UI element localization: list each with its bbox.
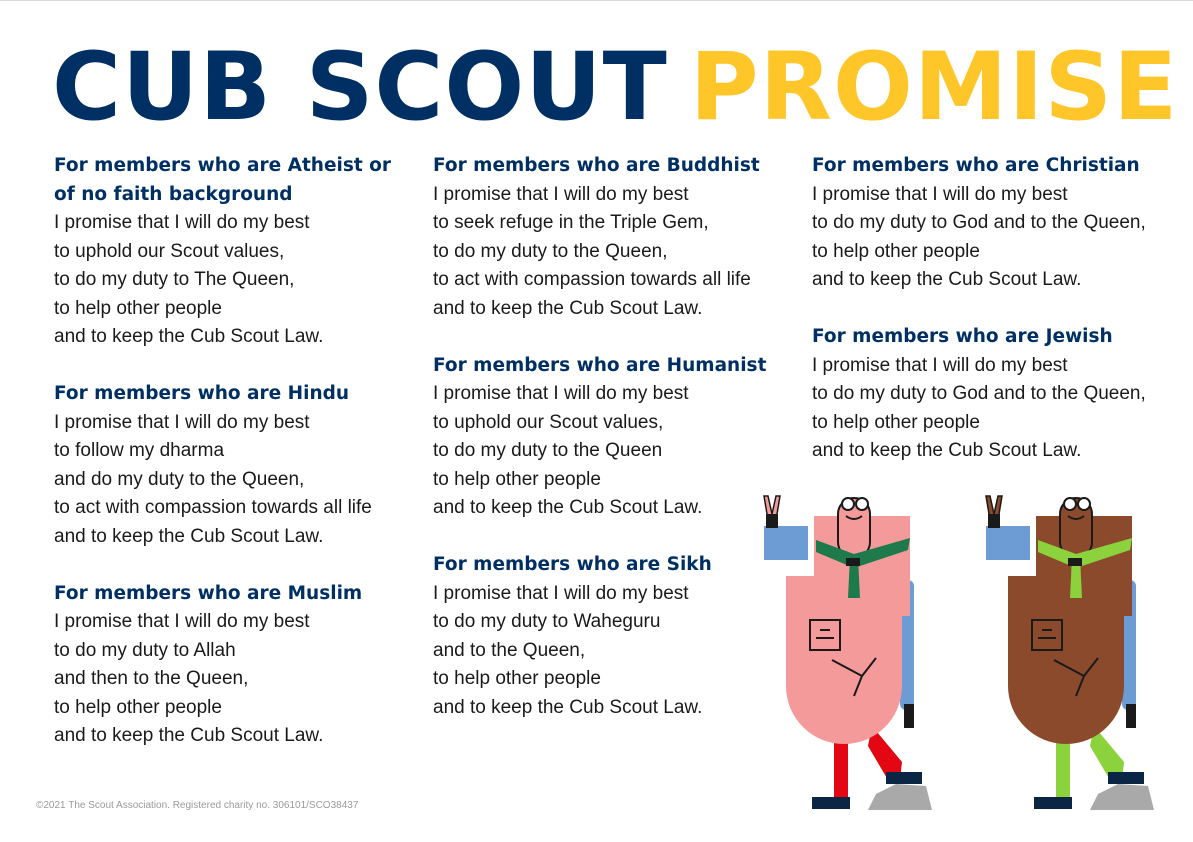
promise-line: to help other people	[54, 297, 222, 319]
promise-section	[812, 152, 1182, 295]
promise-line: I promise that I will do my best	[433, 183, 689, 205]
promise-line: to do my duty to God and to the Queen,	[812, 212, 1146, 233]
copyright-text: ©2021 The Scout Association. Registered charity no. 306101/SCO38437	[36, 800, 359, 811]
promise-line: to uphold our Scout values,	[433, 411, 664, 433]
promise-line: I promise that I will do my best	[433, 582, 689, 604]
title-part-1: CUB SCOUT	[52, 33, 668, 142]
promise-line: I promise that I will do my best	[433, 383, 689, 404]
promise-section	[433, 152, 803, 323]
promise-line: to do my duty to Allah	[54, 639, 236, 661]
section-heading: For members who are Christian	[812, 155, 1140, 176]
section-heading: For members who are Sikh	[433, 554, 712, 575]
page-title	[52, 33, 1179, 142]
promise-line: to uphold our Scout values,	[54, 240, 285, 262]
promise-line: to do my duty to the Queen,	[433, 240, 668, 262]
column-2	[433, 152, 803, 751]
column-1	[54, 152, 424, 779]
promise-section	[433, 551, 803, 722]
promise-line: to do my duty to God and to the Queen,	[812, 383, 1146, 404]
cub-scout-brown-figure	[986, 496, 1154, 810]
title-part-2: PROMISE	[689, 33, 1179, 142]
promise-section	[54, 580, 424, 751]
promise-section	[433, 352, 803, 523]
promise-line: and to keep the Cub Scout Law.	[54, 525, 324, 547]
section-heading: For members who are Humanist	[433, 354, 767, 376]
top-border	[0, 0, 1193, 1]
section-heading: For members who are Buddhist	[433, 155, 760, 176]
promise-line: and to keep the Cub Scout Law.	[54, 725, 324, 746]
cub-scouts-illustration	[750, 480, 1170, 820]
cub-scout-pink-figure	[764, 496, 932, 810]
column-3	[812, 152, 1182, 494]
promise-line: I promise that I will do my best	[54, 212, 310, 233]
promise-line: to do my duty to the Queen	[433, 440, 663, 461]
promise-line: to help other people	[812, 240, 980, 262]
promise-line: and to the Queen,	[433, 639, 586, 661]
promise-section	[54, 152, 424, 352]
promise-line: I promise that I will do my best	[54, 411, 310, 433]
promise-line: to help other people	[54, 696, 222, 718]
section-heading: For members who are Jewish	[812, 326, 1113, 347]
promise-section	[54, 380, 424, 551]
promise-line: and to keep the Cub Scout Law.	[812, 269, 1082, 290]
promise-line: to do my duty to Waheguru	[433, 611, 661, 632]
promise-line: to act with compassion towards all life	[54, 497, 372, 518]
section-heading: For members who are Hindu	[54, 383, 350, 404]
promise-line: to help other people	[812, 411, 980, 433]
promise-line: to follow my dharma	[54, 440, 225, 461]
promise-line: and to keep the Cub Scout Law.	[433, 696, 703, 718]
promise-line: to help other people	[433, 668, 601, 689]
promise-line: and do my duty to the Queen,	[54, 468, 305, 490]
promise-line: to help other people	[433, 468, 601, 490]
promise-line: to seek refuge in the Triple Gem,	[433, 212, 709, 233]
promise-line: I promise that I will do my best	[812, 354, 1068, 376]
promise-line: and to keep the Cub Scout Law.	[433, 497, 703, 518]
promise-line: I promise that I will do my best	[812, 183, 1068, 205]
promise-line: to act with compassion towards all life	[433, 269, 751, 290]
section-heading: For members who are Muslim	[54, 582, 363, 604]
promise-line: I promise that I will do my best	[54, 611, 310, 632]
promise-section	[812, 323, 1182, 466]
section-heading: For members who are Atheist or of no faith background	[54, 155, 391, 205]
promise-line: and to keep the Cub Scout Law.	[812, 440, 1082, 461]
promise-line: and then to the Queen,	[54, 668, 249, 689]
promise-line: and to keep the Cub Scout Law.	[433, 297, 703, 319]
promise-line: and to keep the Cub Scout Law.	[54, 326, 324, 347]
promise-line: to do my duty to The Queen,	[54, 269, 295, 290]
